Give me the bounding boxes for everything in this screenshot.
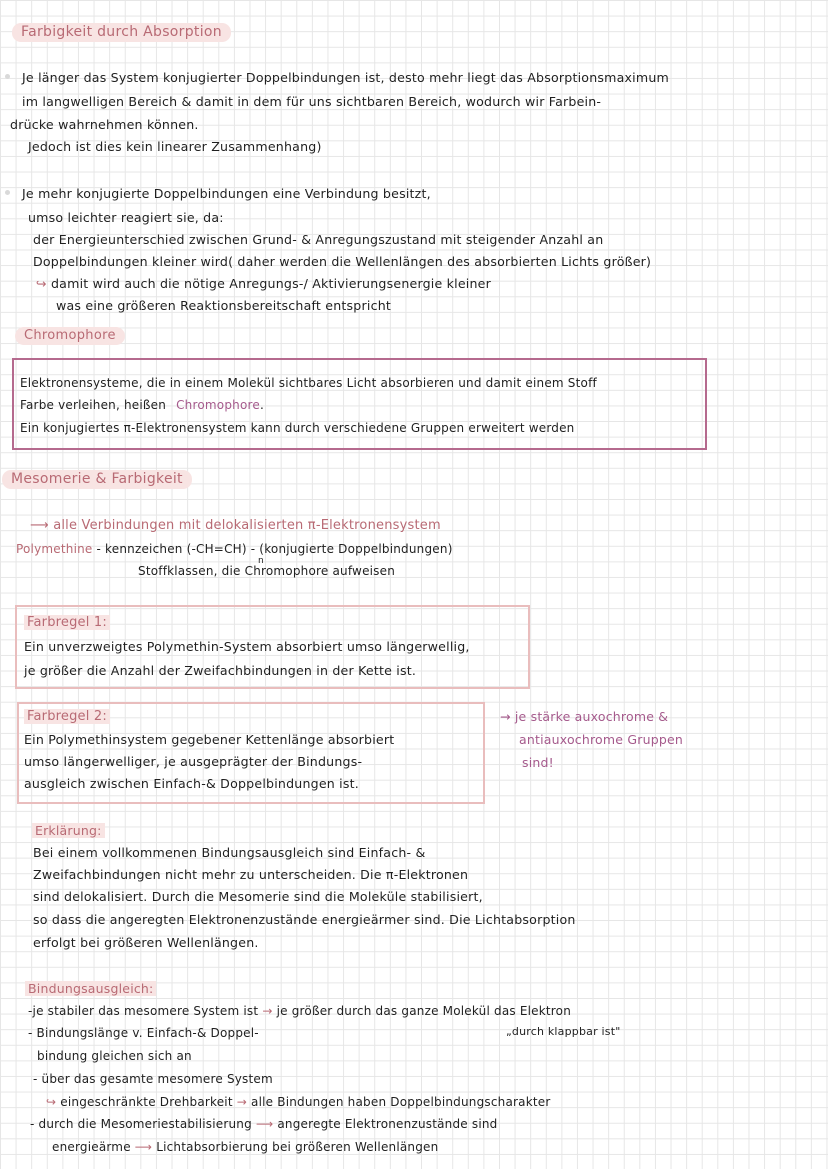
text-line: Jedoch ist dies kein linearer Zusammenhang) <box>28 139 322 154</box>
text-line: „durch klappbar ist" <box>506 1025 621 1038</box>
text-line <box>20 398 264 412</box>
highlight-term: Chromophore <box>176 398 260 412</box>
text-fragment: - kennzeichen (-CH=CH) - (konjugierte Doppelbindungen) <box>96 542 453 556</box>
text-line: Ein unverzweigtes Polymethin-System absorbiert umso längerwellig, <box>24 639 470 654</box>
text-line: Ein konjugiertes π-Elektronensystem kann durch verschiedene Gruppen erweitert werden <box>20 421 575 435</box>
text-line: bindung gleichen sich an <box>37 1049 192 1063</box>
text-line: umso längerwelliger, je ausgeprägter der Bindungs- <box>24 754 363 769</box>
text-line: je größer die Anzahl der Zweifachbindungen in der Kette ist. <box>24 663 417 678</box>
bullet-dot <box>5 190 10 195</box>
rule-title: Farbregel 2: <box>24 709 110 724</box>
side-note-line: antiauxochrome Gruppen <box>519 732 683 747</box>
hook-arrow-icon: ↪ <box>36 276 47 291</box>
text-line: was eine größeren Reaktionsbereitschaft entspricht <box>56 298 392 313</box>
text-fragment: Farbe verleihen, heißen <box>20 398 167 412</box>
subheading-bindungsausgleich: Bindungsausgleich: <box>25 981 156 996</box>
text-line: so dass die angeregten Elektronenzustände energieärmer sind. Die Lichtabsorption <box>33 912 576 927</box>
text-line: Zweifachbindungen nicht mehr zu unterscheiden. Die π-Elektronen <box>33 867 469 882</box>
section-title-farbigkeit: Farbigkeit durch Absorption <box>12 23 231 42</box>
arrow-right-icon: ⟶ <box>30 518 49 533</box>
text-line: Je länger das System konjugierter Doppelbindungen ist, desto mehr liegt das Absorptionsmaximum <box>22 70 669 85</box>
text-fragment: . <box>259 398 264 412</box>
text-line: Ein Polymethinsystem gegebener Kettenlänge absorbiert <box>24 732 395 747</box>
arrow-right-icon: → <box>236 1095 248 1109</box>
text-line: damit wird auch die nötige Anregungs-/ Aktivierungsenergie kleiner <box>50 276 491 291</box>
text-line: - durch die Mesomeriestabilisierung ⟶ angeregte Elektronenzustände sind <box>30 1117 498 1131</box>
subscript-n: n <box>258 556 264 566</box>
section-title-mesomerie: Mesomerie & Farbigkeit <box>2 470 192 489</box>
text-line-with-arrow <box>30 518 441 533</box>
text-line: ausgleich zwischen Einfach-& Doppelbindungen ist. <box>24 776 359 791</box>
arrow-right-icon: → <box>500 709 511 724</box>
text-line <box>16 542 453 556</box>
side-note-line: sind! <box>522 755 554 770</box>
text-line: sind delokalisiert. Durch die Mesomerie sind die Moleküle stabilisiert, <box>33 889 483 904</box>
text-line: Bei einem vollkommenen Bindungsausgleich sind Einfach- & <box>33 845 426 860</box>
hook-arrow-icon: ↪ <box>46 1095 57 1109</box>
text-line: alle Verbindungen mit delokalisierten π-Elektronensystem <box>53 518 441 533</box>
text-line: Doppelbindungen kleiner wird( daher werden die Wellenlängen des absorbierten Lichts größer) <box>33 254 652 269</box>
text-line: ↪ eingeschränkte Drehbarkeit → alle Bindungen haben Doppelbindungscharakter <box>46 1095 551 1109</box>
text-line: erfolgt bei größeren Wellenlängen. <box>33 935 259 950</box>
text-line: Stoffklassen, die Chromophore aufweisen <box>138 564 396 578</box>
highlight-term: Polymethine <box>16 542 93 556</box>
arrow-right-icon: ⟶ <box>255 1117 274 1131</box>
text-line: Je mehr konjugierte Doppelbindungen eine Verbindung besitzt, <box>22 186 431 201</box>
rule-title: Farbregel 1: <box>24 615 110 630</box>
side-note-line: → je stärke auxochrome & <box>500 709 669 724</box>
bullet-dot <box>5 74 10 79</box>
text-line: - über das gesamte mesomere System <box>33 1072 273 1086</box>
arrow-right-icon: → <box>262 1004 273 1018</box>
text-line: drücke wahrnehmen können. <box>10 117 199 132</box>
text-line: -je stabiler das mesomere System ist → je größer durch das ganze Molekül das Elektron <box>28 1004 572 1018</box>
text-line: umso leichter reagiert sie, da: <box>28 210 224 225</box>
text-line: Elektronensysteme, die in einem Molekül sichtbares Licht absorbieren und damit einem Stoff <box>20 376 597 390</box>
text-line: im langwelligen Bereich & damit in dem für uns sichtbaren Bereich, wodurch wir Farbein- <box>22 94 602 109</box>
arrow-right-icon: ⟶ <box>134 1140 153 1154</box>
text-line: energieärme ⟶ Lichtabsorbierung bei größeren Wellenlängen <box>52 1140 439 1154</box>
subheading-erklaerung: Erklärung: <box>32 823 105 838</box>
text-line: der Energieunterschied zwischen Grund- & Anregungszustand mit steigender Anzahl an <box>33 232 604 247</box>
section-title-chromophore: Chromophore <box>15 327 125 345</box>
text-line: - Bindungslänge v. Einfach-& Doppel- <box>28 1026 259 1040</box>
text-line-with-arrow <box>36 276 491 291</box>
